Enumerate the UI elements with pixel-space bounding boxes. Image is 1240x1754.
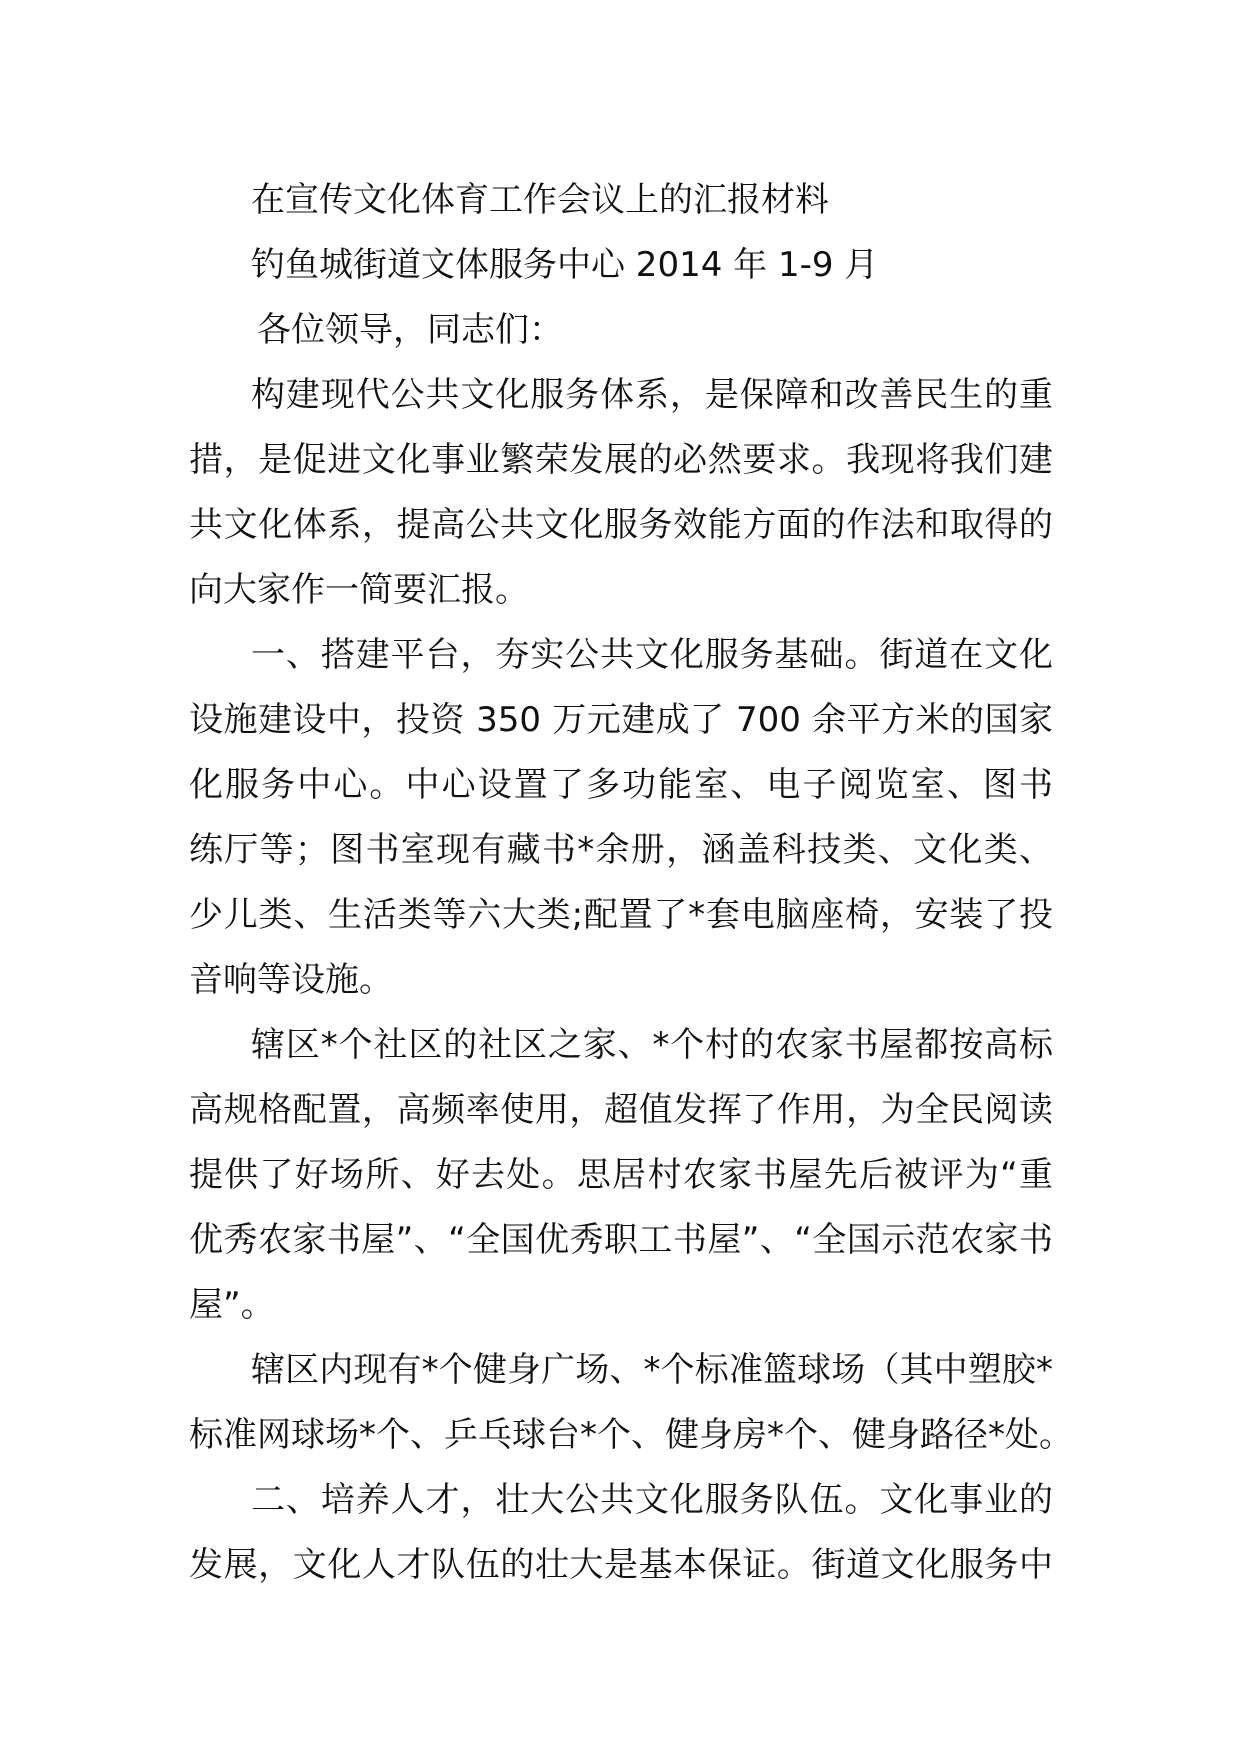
paragraph-line: 向大家作一简要汇报。 — [189, 570, 529, 610]
document-body — [189, 168, 1073, 1598]
paragraph-line: 高规格配置，高频率使用，超值发挥了作用，为全民阅读 — [189, 1090, 1053, 1130]
paragraph-line: 标准网球场*个、乒乓球台*个、健身房*个、健身路径*处。 — [189, 1415, 1073, 1455]
document-title: 在宣传文化体育工作会议上的汇报材料 — [251, 180, 829, 220]
paragraph-line: 化服务中心。中心设置了多功能室、电子阅览室、图书 — [189, 765, 1053, 805]
document-subtitle: 钓鱼城街道文体服务中心 2014 年 1-9 月 — [251, 245, 879, 285]
paragraph-line: 练厅等；图书室现有藏书*余册，涵盖科技类、文化类、 — [189, 830, 1053, 870]
paragraph-line: 一、搭建平台，夯实公共文化服务基础。街道在文化 — [251, 635, 1053, 675]
paragraph-line: 共文化体系，提高公共文化服务效能方面的作法和取得的 — [189, 505, 1053, 545]
paragraph-line: 发展，文化人才队伍的壮大是基本保证。街道文化服务中 — [189, 1545, 1053, 1585]
paragraph-line: 优秀农家书屋”、“全国优秀职工书屋”、“全国示范农家书 — [189, 1220, 1053, 1260]
salutation: 各位领导，同志们： — [257, 310, 563, 350]
paragraph-line: 音响等设施。 — [189, 960, 393, 1000]
paragraph-line: 辖区*个社区的社区之家、*个村的农家书屋都按高标 — [251, 1025, 1053, 1065]
paragraph-line: 二、培养人才，壮大公共文化服务队伍。文化事业的 — [251, 1480, 1053, 1520]
paragraph-line: 构建现代公共文化服务体系，是保障和改善民生的重 — [251, 375, 1053, 415]
paragraph-line: 屋”。 — [189, 1285, 275, 1325]
paragraph-line: 提供了好场所、好去处。思居村农家书屋先后被评为“重 — [189, 1155, 1053, 1195]
paragraph-line: 措，是促进文化事业繁荣发展的必然要求。我现将我们建 — [189, 440, 1053, 480]
paragraph-line: 设施建设中，投资 350 万元建成了 700 余平方米的国家 — [189, 700, 1053, 740]
paragraph-line: 少儿类、生活类等六大类;配置了*套电脑座椅，安装了投 — [189, 895, 1053, 935]
paragraph-line: 辖区内现有*个健身广场、*个标准篮球场（其中塑胶* — [251, 1350, 1053, 1390]
